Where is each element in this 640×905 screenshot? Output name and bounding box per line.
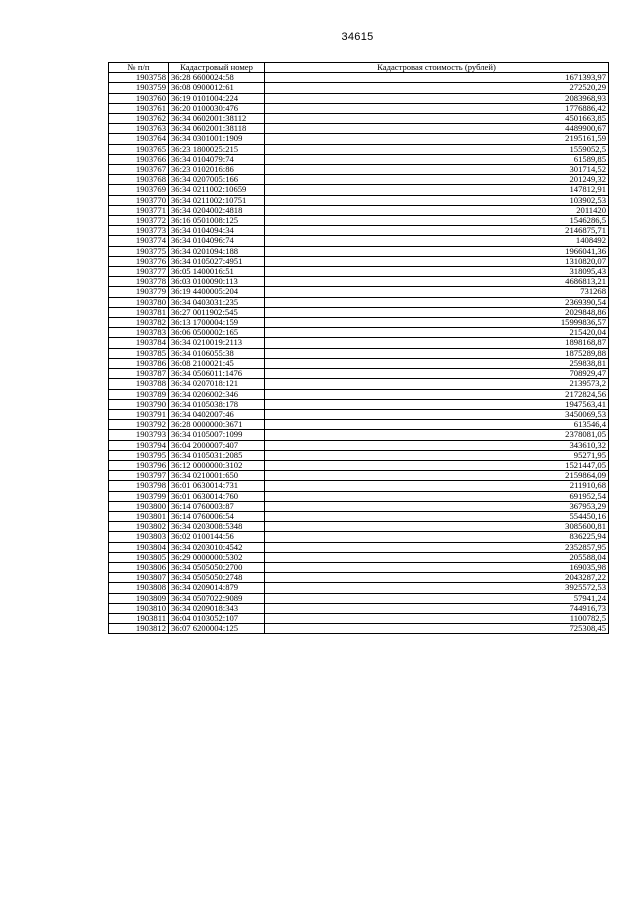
table-row — [109, 552, 609, 562]
cadastral-number: 36:34 0301001:1909 — [169, 134, 265, 144]
cadastral-number: 36:01 0630014:760 — [169, 491, 265, 501]
row-index: 1903772 — [109, 216, 169, 226]
cadastral-number: 36:12 0000000:3102 — [169, 460, 265, 470]
table-row — [109, 256, 609, 266]
cadastral-number: 36:07 6200004:125 — [169, 624, 265, 634]
cadastral-value: 1408492 — [265, 236, 609, 246]
cadastral-value: 2195161,59 — [265, 134, 609, 144]
row-index: 1903777 — [109, 267, 169, 277]
cadastral-number: 36:34 0507022:9089 — [169, 593, 265, 603]
cadastral-number: 36:28 6600024:58 — [169, 73, 265, 83]
table-row — [109, 603, 609, 613]
cadastral-number: 36:08 0900012:61 — [169, 83, 265, 93]
cadastral-value: 201249,32 — [265, 175, 609, 185]
cadastral-number: 36:34 0203010:4542 — [169, 542, 265, 552]
cadastral-number: 36:29 0000000:5302 — [169, 552, 265, 562]
row-index: 1903781 — [109, 307, 169, 317]
table-row — [109, 287, 609, 297]
cadastral-number: 36:34 0201094:188 — [169, 246, 265, 256]
cadastral-number: 36:34 0105038:178 — [169, 399, 265, 409]
cadastral-number: 36:19 0101004:224 — [169, 93, 265, 103]
cadastral-number: 36:34 0105031:2085 — [169, 450, 265, 460]
table-row — [109, 522, 609, 532]
row-index: 1903808 — [109, 583, 169, 593]
row-index: 1903802 — [109, 522, 169, 532]
row-index: 1903784 — [109, 338, 169, 348]
cadastral-value: 708929,47 — [265, 369, 609, 379]
table-row — [109, 348, 609, 358]
cadastral-value: 2139573,2 — [265, 379, 609, 389]
cadastral-value: 4686813,21 — [265, 277, 609, 287]
row-index: 1903805 — [109, 552, 169, 562]
cadastral-number: 36:20 0100030:476 — [169, 103, 265, 113]
table-row — [109, 624, 609, 634]
cadastral-number: 36:16 0501008:125 — [169, 216, 265, 226]
table-row — [109, 267, 609, 277]
cadastral-number: 36:05 1400016:51 — [169, 267, 265, 277]
table-row — [109, 583, 609, 593]
table-row — [109, 613, 609, 623]
table-row — [109, 175, 609, 185]
table-row — [109, 114, 609, 124]
table-row — [109, 216, 609, 226]
cadastral-number: 36:34 0104079:74 — [169, 154, 265, 164]
row-index: 1903764 — [109, 134, 169, 144]
table-row — [109, 185, 609, 195]
cadastral-number: 36:03 0100090:113 — [169, 277, 265, 287]
table-row — [109, 124, 609, 134]
table-row — [109, 369, 609, 379]
cadastral-value: 2029848,86 — [265, 307, 609, 317]
cadastral-value: 272520,29 — [265, 83, 609, 93]
row-index: 1903758 — [109, 73, 169, 83]
cadastral-value: 2146875,71 — [265, 226, 609, 236]
cadastral-value: 61589,85 — [265, 154, 609, 164]
cadastral-value: 169035,98 — [265, 562, 609, 572]
cadastral-number: 36:08 2100021:45 — [169, 358, 265, 368]
row-index: 1903804 — [109, 542, 169, 552]
table-row — [109, 511, 609, 521]
cadastral-value: 103902,53 — [265, 195, 609, 205]
cadastral-number: 36:23 0102016:86 — [169, 165, 265, 175]
table-row — [109, 593, 609, 603]
cadastral-value: 2159864,09 — [265, 471, 609, 481]
table-row — [109, 83, 609, 93]
cadastral-number: 36:01 0630014:731 — [169, 481, 265, 491]
table-header-row — [109, 63, 609, 73]
cadastral-value: 2352857,95 — [265, 542, 609, 552]
table-row — [109, 236, 609, 246]
cadastral-number: 36:34 0206002:346 — [169, 389, 265, 399]
table-row — [109, 73, 609, 83]
table-row — [109, 501, 609, 511]
table-row — [109, 226, 609, 236]
row-index: 1903797 — [109, 471, 169, 481]
cadastral-value: 1875289,88 — [265, 348, 609, 358]
row-index: 1903795 — [109, 450, 169, 460]
cadastral-number: 36:14 0760006:54 — [169, 511, 265, 521]
row-index: 1903801 — [109, 511, 169, 521]
cadastral-value: 343610,32 — [265, 440, 609, 450]
cadastral-number: 36:34 0210019:2113 — [169, 338, 265, 348]
cadastral-value: 1776886,42 — [265, 103, 609, 113]
row-index: 1903763 — [109, 124, 169, 134]
header-cadastral-number: Кадастровый номер — [169, 63, 265, 73]
table-row — [109, 358, 609, 368]
cadastral-value: 3450069,53 — [265, 409, 609, 419]
cadastral-number: 36:34 0602001:38118 — [169, 124, 265, 134]
table-row — [109, 460, 609, 470]
cadastral-number: 36:34 0211002:10659 — [169, 185, 265, 195]
table-row — [109, 471, 609, 481]
table-row — [109, 532, 609, 542]
row-index: 1903786 — [109, 358, 169, 368]
table-row — [109, 379, 609, 389]
cadastral-value: 211910,68 — [265, 481, 609, 491]
row-index: 1903770 — [109, 195, 169, 205]
cadastral-number: 36:27 0011902:545 — [169, 307, 265, 317]
table-row — [109, 277, 609, 287]
row-index: 1903799 — [109, 491, 169, 501]
cadastral-value: 2011420 — [265, 205, 609, 215]
cadastral-value: 1521447,05 — [265, 460, 609, 470]
cadastral-value: 95271,95 — [265, 450, 609, 460]
table-row — [109, 246, 609, 256]
cadastral-value: 3085600,81 — [265, 522, 609, 532]
header-cadastral-value: Кадастровая стоимость (рублей) — [265, 63, 609, 73]
row-index: 1903765 — [109, 144, 169, 154]
table-row — [109, 409, 609, 419]
table-row — [109, 195, 609, 205]
row-index: 1903789 — [109, 389, 169, 399]
cadastral-number: 36:34 0106055:38 — [169, 348, 265, 358]
cadastral-number: 36:34 0210001:650 — [169, 471, 265, 481]
table-row — [109, 297, 609, 307]
cadastral-number: 36:23 1800025:215 — [169, 144, 265, 154]
cadastral-number: 36:34 0104096:74 — [169, 236, 265, 246]
cadastral-value: 1546286,5 — [265, 216, 609, 226]
cadastral-number: 36:34 0506011:1476 — [169, 369, 265, 379]
row-index: 1903775 — [109, 246, 169, 256]
table-row — [109, 450, 609, 460]
row-index: 1903760 — [109, 93, 169, 103]
row-index: 1903782 — [109, 318, 169, 328]
row-index: 1903794 — [109, 440, 169, 450]
cadastral-number: 36:19 4400005:204 — [169, 287, 265, 297]
row-index: 1903800 — [109, 501, 169, 511]
table-row — [109, 573, 609, 583]
cadastral-number: 36:13 1700004:159 — [169, 318, 265, 328]
page-number: 34615 — [341, 31, 374, 43]
row-index: 1903766 — [109, 154, 169, 164]
row-index: 1903798 — [109, 481, 169, 491]
row-index: 1903773 — [109, 226, 169, 236]
table-row — [109, 399, 609, 409]
row-index: 1903778 — [109, 277, 169, 287]
table-row — [109, 144, 609, 154]
row-index: 1903788 — [109, 379, 169, 389]
row-index: 1903768 — [109, 175, 169, 185]
cadastral-value: 1898168,87 — [265, 338, 609, 348]
cadastral-number: 36:06 0500002:165 — [169, 328, 265, 338]
row-index: 1903803 — [109, 532, 169, 542]
row-index: 1903767 — [109, 165, 169, 175]
table-row — [109, 420, 609, 430]
cadastral-number: 36:14 0760003:87 — [169, 501, 265, 511]
cadastral-number: 36:04 0103052:107 — [169, 613, 265, 623]
cadastral-number: 36:34 0105027:4951 — [169, 256, 265, 266]
cadastral-value: 205588,04 — [265, 552, 609, 562]
cadastral-value: 613546,4 — [265, 420, 609, 430]
cadastral-number: 36:34 0104094:34 — [169, 226, 265, 236]
row-index: 1903783 — [109, 328, 169, 338]
cadastral-table — [108, 62, 609, 634]
table-row — [109, 93, 609, 103]
row-index: 1903785 — [109, 348, 169, 358]
row-index: 1903792 — [109, 420, 169, 430]
cadastral-number: 36:34 0207005:166 — [169, 175, 265, 185]
row-index: 1903761 — [109, 103, 169, 113]
cadastral-value: 1671393,97 — [265, 73, 609, 83]
cadastral-value: 147812,91 — [265, 185, 609, 195]
cadastral-number: 36:34 0505050:2748 — [169, 573, 265, 583]
cadastral-number: 36:34 0204002:4818 — [169, 205, 265, 215]
table-row — [109, 134, 609, 144]
row-index: 1903774 — [109, 236, 169, 246]
cadastral-number: 36:02 0100144:56 — [169, 532, 265, 542]
cadastral-number: 36:34 0403031:235 — [169, 297, 265, 307]
cadastral-number: 36:34 0602001:38112 — [169, 114, 265, 124]
row-index: 1903759 — [109, 83, 169, 93]
cadastral-value: 1947563,41 — [265, 399, 609, 409]
cadastral-value: 2083968,93 — [265, 93, 609, 103]
row-index: 1903779 — [109, 287, 169, 297]
row-index: 1903769 — [109, 185, 169, 195]
cadastral-number: 36:34 0203008:5348 — [169, 522, 265, 532]
cadastral-value: 57941,24 — [265, 593, 609, 603]
cadastral-value: 554450,16 — [265, 511, 609, 521]
cadastral-value: 367953,29 — [265, 501, 609, 511]
table-row — [109, 440, 609, 450]
row-index: 1903762 — [109, 114, 169, 124]
cadastral-value: 725308,45 — [265, 624, 609, 634]
cadastral-number: 36:28 0000000:3671 — [169, 420, 265, 430]
row-index: 1903809 — [109, 593, 169, 603]
table-row — [109, 165, 609, 175]
cadastral-value: 1100782,5 — [265, 613, 609, 623]
row-index: 1903780 — [109, 297, 169, 307]
cadastral-value: 1310820,07 — [265, 256, 609, 266]
cadastral-value: 301714,52 — [265, 165, 609, 175]
table-row — [109, 430, 609, 440]
cadastral-value: 215420,04 — [265, 328, 609, 338]
cadastral-value: 2369390,54 — [265, 297, 609, 307]
cadastral-value: 744916,73 — [265, 603, 609, 613]
table-row — [109, 328, 609, 338]
cadastral-number: 36:34 0105007:1099 — [169, 430, 265, 440]
table-row — [109, 562, 609, 572]
cadastral-value: 2378081,05 — [265, 430, 609, 440]
cadastral-value: 15999836,57 — [265, 318, 609, 328]
cadastral-number: 36:34 0209018:343 — [169, 603, 265, 613]
cadastral-value: 259838,81 — [265, 358, 609, 368]
row-index: 1903810 — [109, 603, 169, 613]
cadastral-value: 318095,43 — [265, 267, 609, 277]
cadastral-value: 2043287,22 — [265, 573, 609, 583]
table-row — [109, 481, 609, 491]
row-index: 1903790 — [109, 399, 169, 409]
table-row — [109, 389, 609, 399]
row-index: 1903811 — [109, 613, 169, 623]
cadastral-number: 36:34 0207018:121 — [169, 379, 265, 389]
row-index: 1903793 — [109, 430, 169, 440]
row-index: 1903791 — [109, 409, 169, 419]
table-row — [109, 103, 609, 113]
cadastral-value: 1559052,5 — [265, 144, 609, 154]
cadastral-value: 836225,94 — [265, 532, 609, 542]
row-index: 1903806 — [109, 562, 169, 572]
cadastral-number: 36:34 0402007:46 — [169, 409, 265, 419]
cadastral-value: 1966041,36 — [265, 246, 609, 256]
cadastral-value: 4489900,67 — [265, 124, 609, 134]
cadastral-value: 731268 — [265, 287, 609, 297]
row-index: 1903771 — [109, 205, 169, 215]
table-row — [109, 154, 609, 164]
table-row — [109, 491, 609, 501]
table-body — [109, 73, 609, 634]
row-index: 1903796 — [109, 460, 169, 470]
table-row — [109, 542, 609, 552]
row-index: 1903812 — [109, 624, 169, 634]
row-index: 1903787 — [109, 369, 169, 379]
table-row — [109, 338, 609, 348]
table-row — [109, 318, 609, 328]
header-index: № п/п — [109, 63, 169, 73]
cadastral-number: 36:04 2000007:407 — [169, 440, 265, 450]
cadastral-value: 3925572,53 — [265, 583, 609, 593]
row-index: 1903776 — [109, 256, 169, 266]
cadastral-value: 4501663,85 — [265, 114, 609, 124]
row-index: 1903807 — [109, 573, 169, 583]
table-row — [109, 205, 609, 215]
cadastral-value: 691952,54 — [265, 491, 609, 501]
cadastral-number: 36:34 0209014:879 — [169, 583, 265, 593]
cadastral-number: 36:34 0505050:2700 — [169, 562, 265, 572]
cadastral-number: 36:34 0211002:10751 — [169, 195, 265, 205]
table-row — [109, 307, 609, 317]
cadastral-value: 2172824,56 — [265, 389, 609, 399]
